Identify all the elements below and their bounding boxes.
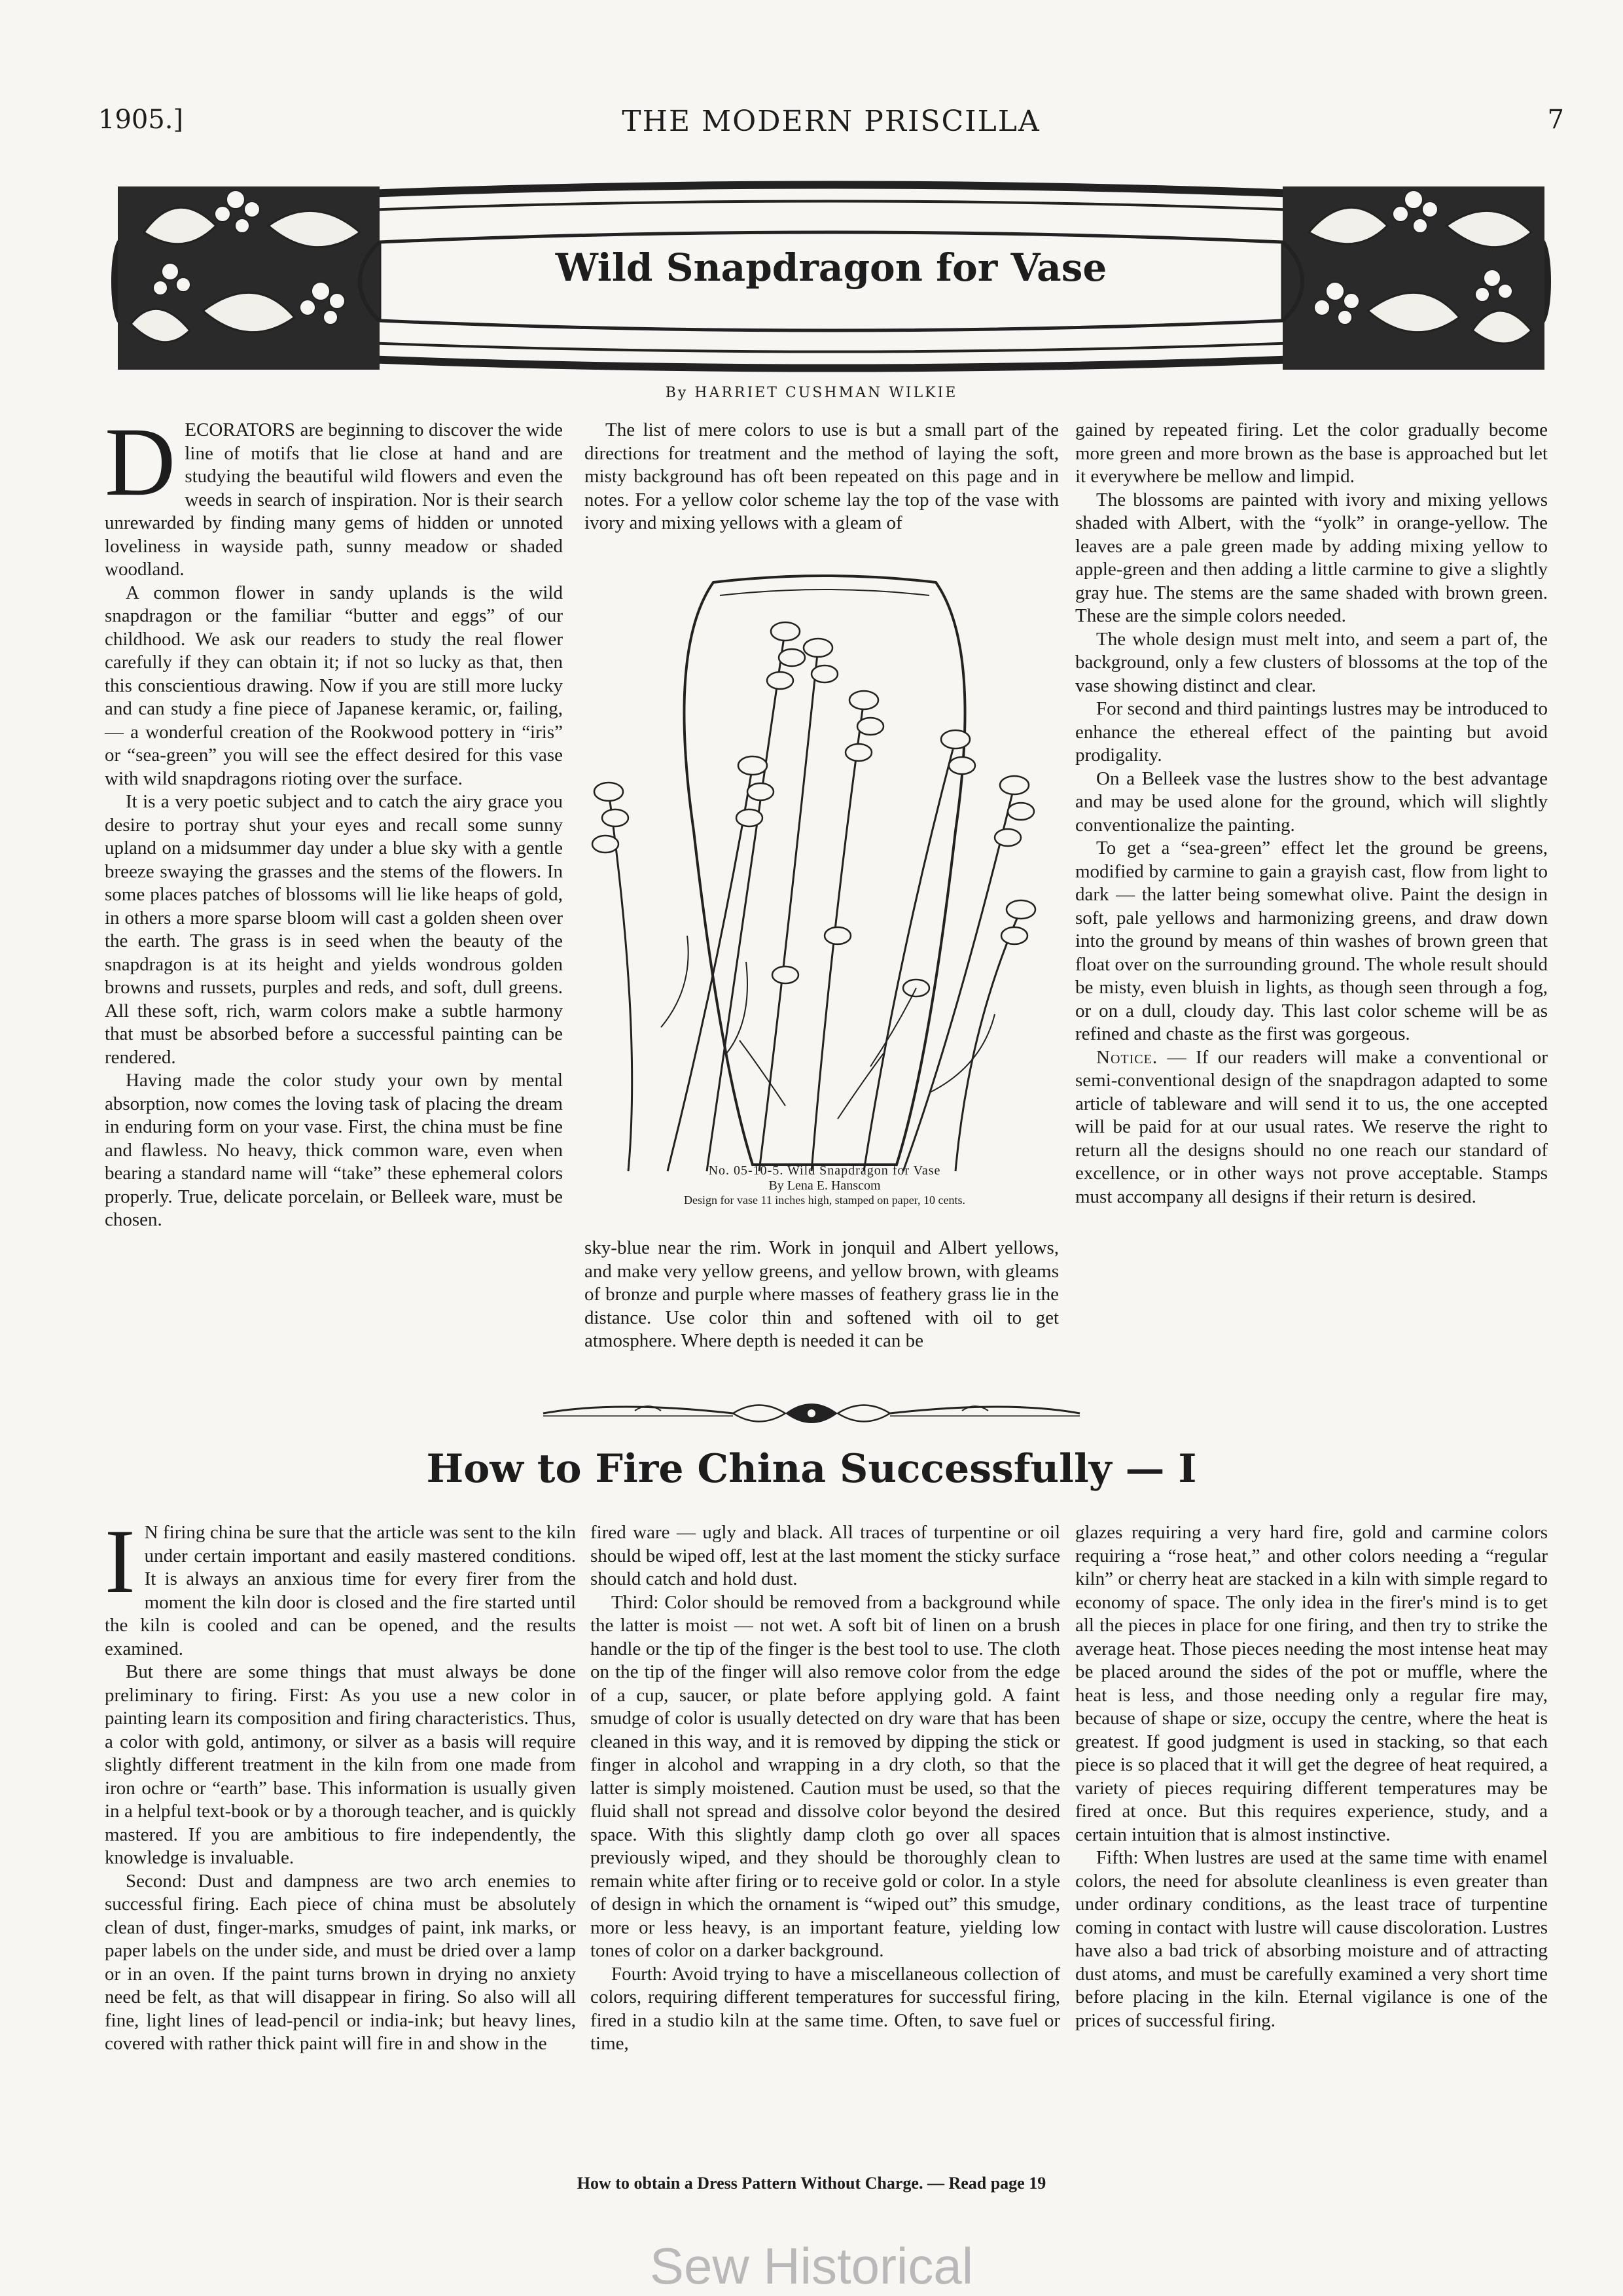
header-year: 1905.] xyxy=(98,105,184,135)
footer-note: How to obtain a Dress Pattern Without Charge. — Read page 19 xyxy=(577,2174,1046,2193)
article1-col1-para-4: Having made the color study your own by mental absorption, now comes the loving task of placing the dream in enduring form on your vase. First, the china must be fine and flawless. No heavy, thick common ware, even when bearing a standard name will “take” these ephemeral colors properly. True, delicate porcelain, or Belleek ware, must be chosen. xyxy=(105,1070,563,1230)
vase-illustration xyxy=(589,569,1060,1184)
article1-col3-notice xyxy=(1075,1046,1548,1209)
article2-col2-para-1: fired ware — ugly and black. All traces of turpentine or oil should be wiped off, lest at the last moment the sticky surface should catch and hold dust. xyxy=(590,1522,1060,1589)
header-magazine-title: THE MODERN PRISCILLA xyxy=(622,105,1041,138)
vase-caption xyxy=(589,1163,1060,1207)
article1-col3-para-4: For second and third paintings lustres may be introduced to enhance the ethereal effect of the painting but avoid prodigality. xyxy=(1075,698,1548,766)
article1-col3-para-1: gained by repeated firing. Let the color gradually become more green and more brown as the base is approached but let it everywhere be mellow and limpid. xyxy=(1075,419,1548,487)
article1-col1-para-3: It is a very poetic subject and to catch the airy grace you desire to portray shut your eyes and recall some sunny upland on a midsummer day under a blue sky with a gentle breeze swaying the grasses and the stems of the flowers. In some places patches of blossoms will lie like heaps of gold, in others a more sparse bloom will cast a golden sheen over the earth. The grass is in seed when the beauty of the snapdragon is at its height and yields wondrous golden browns and russets, purples and reds, and soft, dull greens. All these soft, rich, warm colors make a subtle harmony that must be absorbed before a successful painting can be rendered. xyxy=(105,791,563,1068)
article2-col1-para-3: Second: Dust and dampness are two arch enemies to successful firing. Each piece of china must be absolutely clean of dust, finger-marks, smudges of paint, ink marks, or paper labels on the under side, and must be dried over a lamp or in an oven. If the paint turns brown in drying no anxiety need be felt, as that will disappear in firing. So also will all fine, light lines of lead-pencil or india-ink; but heavy lines, covered with rather thick paint will fire in and show in the xyxy=(105,1870,576,2054)
article2-col2-para-3: Fourth: Avoid trying to have a miscellaneous collection of colors, requiring different temperatures for successful firing, fired in a studio kiln at the same time. Often, to save fuel or time, xyxy=(590,1963,1060,2054)
notice-text: — If our readers will make a conventional or semi-conventional design of the snapdragon adapted to some article of tableware and will send it to us, the one accepted will be paid for at our usual rates. We reserve the right to return all the designs should no one reach our standard of excellence, or in other ways not prove acceptable. Stamps must accompany all designs if their return is desired. xyxy=(1075,1046,1548,1207)
article1-column-2-bottom xyxy=(584,1237,1059,1353)
article1-column-1 xyxy=(105,408,563,1232)
article1-col3-para-2: The blossoms are painted with ivory and mixing yellows shaded with Albert, with the “yolk” in orange-yellow. The leaves are a pale green made by adding mixing yellow to apple-green and then adding a little carmine to give a slightly gray hue. The stems are the same shaded with brown green. These are the simple colors needed. xyxy=(1075,489,1548,626)
running-header xyxy=(98,105,1564,150)
article2-col3-para-1: glazes requiring a very hard fire, gold and carmine colors requiring a “rose heat,” and other colors needing a “regular kiln” or cherry heat are stacked in a kiln with simple regard to economy of space. The only idea in the firer's mind is to get all the pieces in place for one firing, and then try to strike the average heat. Those pieces needing the most intense heat may be placed around the sides of the pot or muffle, where the heat is less, and those needing only a regular fire may, because of shape or size, occupy the centre, where the heat is greatest. If good judgment is used in stacking, so that each piece is so placed that it will get the degree of heat required, a variety of pieces requiring different temperatures may be fired at once. But this requires experience, study, and a certain intuition that is almost instinctive. xyxy=(1075,1522,1548,1845)
caption-design-number: No. 05-10-5. Wild Snapdragon for Vase xyxy=(708,1163,941,1178)
article2-col1-para-2: But there are some things that must always be done preliminary to firing. First: As you use a new color in painting learn its composition and firing characteristics. Thus, a color with gold, antimony, or silver as a basis will require slightly different treatment in the kiln from one made from iron ochre or “earth” base. This information is usually given in a helpful text-book or by a thorough teacher, and is quickly mastered. If you are ambitious to fire independently, the knowledge is invaluable. xyxy=(105,1661,576,1868)
article1-dropcap: D xyxy=(105,408,176,516)
article2-col3-para-2: Fifth: When lustres are used at the same time with enamel colors, the need for absolute cleanliness is even greater than under ordinary conditions, as the least trace of turpentine coming in contact with lustre will cause discoloration. Lustres have also a bad trick of absorbing moisture and of attracting dust atoms, and must be carefully examined a very short time before placing in the kiln. Eternal vigilance is one of the prices of successful firing. xyxy=(1075,1847,1548,2031)
vase-drawing xyxy=(589,569,1060,1184)
caption-description: Design for vase 11 inches high, stamped on paper, 10 cents. xyxy=(683,1193,965,1207)
article2-column-3 xyxy=(1075,1521,1548,2032)
article1-title: Wild Snapdragon for Vase xyxy=(555,245,1107,290)
title-banner xyxy=(105,160,1558,386)
header-page-number: 7 xyxy=(1547,105,1564,135)
article1-column-2-top xyxy=(584,419,1059,535)
article1-col3-para-3: The whole design must melt into, and seem a part of, the background, only a few clusters of blossoms at the top of the vase showing distinct and clear. xyxy=(1075,628,1548,696)
notice-label: Notice. xyxy=(1096,1046,1158,1068)
article2-column-1 xyxy=(105,1511,576,2056)
divider-flourish xyxy=(537,1394,1086,1433)
section-divider-ornament xyxy=(537,1394,1086,1433)
article2-col2-para-2: Third: Color should be removed from a background while the latter is moist — not wet. A soft bit of linen on a brush handle or the tip of the finger is the best tool to use. The cloth on the tip of the finger will also remove color from the edge of a cup, saucer, or plate before applying gold. A faint smudge of color is usually detected on dry ware that has been cleaned in this way, and it is removed by dipping the stick or finger in alcohol and wrapping in a dry cloth, so that the latter is simply moistened. Caution must be used, so that the fluid shall not spread and dissolve color beyond the desired space. With this slightly damp cloth go over all spaces previously wiped, and they should be thoroughly clean to remain white after firing or to receive gold or color. In a style of design in which the ornament is “wiped out” this smudge, more or less heavy, is an important feature, yielding low tones of color on a darker background. xyxy=(590,1591,1060,1961)
caption-designer: By Lena E. Hanscom xyxy=(768,1178,881,1193)
article1-col2-para-1: The list of mere colors to use is but a small part of the directions for treatment and the method of laying the soft, misty background has oft been repeated on this page and in notes. For a yellow color scheme lay the top of the vase with ivory and mixing yellows with a gleam of xyxy=(584,419,1059,533)
article2-dropcap: I xyxy=(105,1511,135,1612)
article1-col3-para-6: To get a “sea-green” effect let the ground be greens, modified by carmine to gain a grayish cast, flow from light to dark — the latter being somewhat olive. Paint the design in soft, pale yellows and harmonizing greens, and draw down into the ground by means of thin washes of brown green that float over on the surrounding ground. The whole result should be misty, even bluish in lights, as though seen through a fog, or on a dull, cloudy day. This last color scheme will be as refined and chaste as the first was gorgeous. xyxy=(1075,838,1548,1044)
article1-column-3 xyxy=(1075,419,1548,1209)
article1-col3-para-5: On a Belleek vase the lustres show to the best advantage and may be used alone for the ground, which will slightly conventionalize the painting. xyxy=(1075,768,1548,836)
article1-col2-para-2: sky-blue near the rim. Work in jonquil and Albert yellows, and make very yellow greens, and yellow brown, with gleams of bronze and purple where masses of feathery grass lie in the distance. Use color thin and softened with oil to get atmosphere. Where depth is needed it can be xyxy=(584,1237,1059,1351)
article2-title: How to Fire China Successfully — I xyxy=(426,1446,1197,1492)
article2-col1-para-1: N firing china be sure that the article was sent to the kiln under certain important and easily mastered conditions. It is always an anxious time for every firer from the moment the kiln door is closed and the fire started until the kiln is cooled and can be opened, and the results examined. xyxy=(105,1522,576,1659)
article1-col1-para-2: A common flower in sandy uplands is the wild snapdragon or the familiar “butter and eggs” of our childhood. We ask our readers to study the real flower carefully if they can obtain it; if not so lucky as that, then this conscientious drawing. Now if you are still more lucky and can study a fine piece of Japanese keramic, or, failing, — a wonderful creation of the Rookwood pottery in “iris” or “sea-green” you will see the effect desired for this vase with wild snapdragons rioting over the surface. xyxy=(105,582,563,789)
article2-column-2 xyxy=(590,1521,1060,2056)
article1-byline: By HARRIET CUSHMAN WILKIE xyxy=(665,385,958,401)
article1-col1-para-1: ECORATORS are beginning to discover the wide line of motifs that lie close at hand and are studying the beautiful wild flowers and even the weeds in search of inspiration. Nor is their search unrewarded by finding many gems of hidden or unnoted loveliness in wayside path, sunny meadow or shaded woodland. xyxy=(105,419,563,580)
watermark: Sew Historical xyxy=(649,2237,974,2295)
